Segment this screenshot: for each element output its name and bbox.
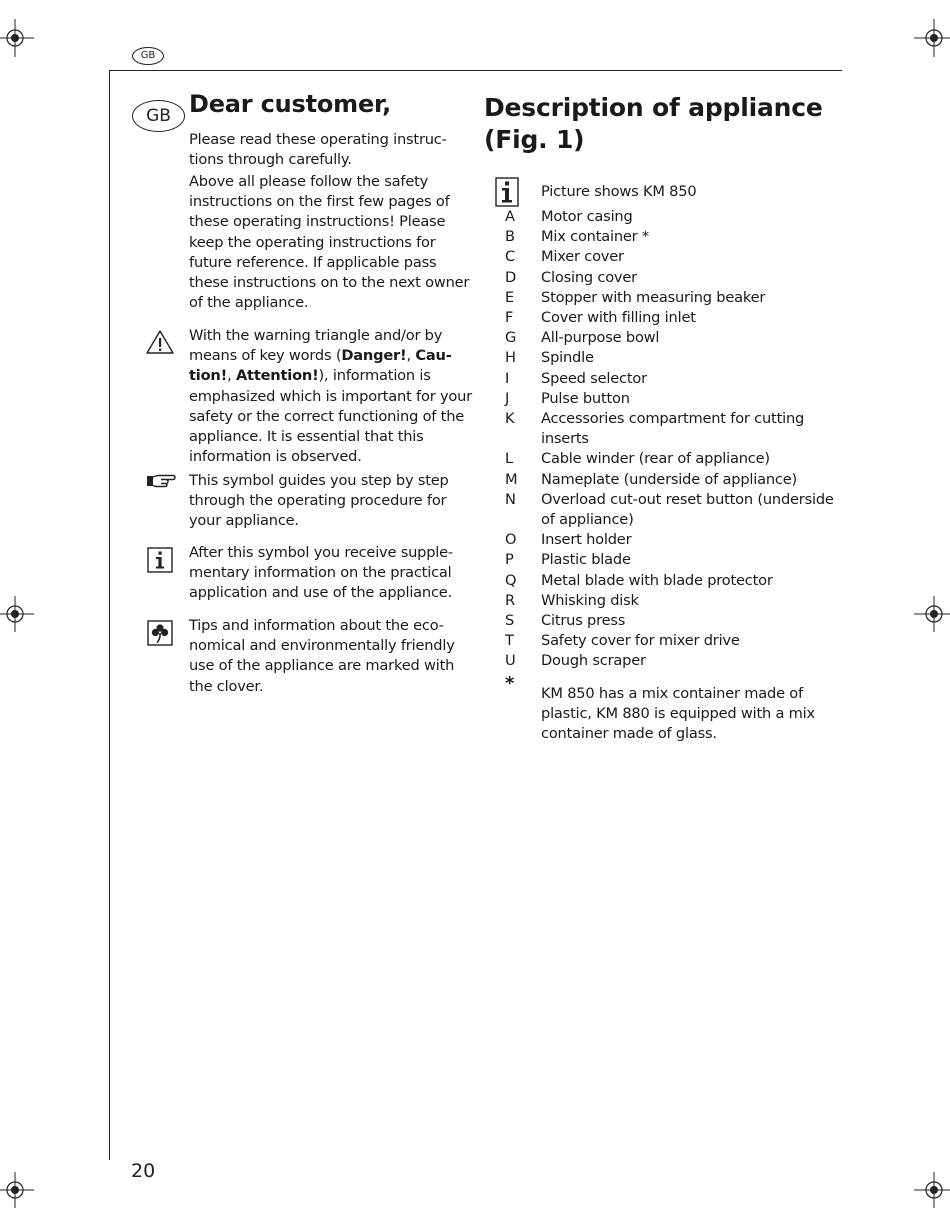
part-key: K <box>505 410 515 428</box>
part-key: L <box>505 450 513 468</box>
eco-paragraph: Tips and information about the eco-nomical and environmentally friendly use of the appliance are marked with the clover. <box>189 617 455 695</box>
part-key: J <box>505 389 510 407</box>
info-row <box>505 177 835 207</box>
part-label: Citrus press <box>541 612 626 630</box>
part-label: Motor casing <box>541 208 633 225</box>
list-item <box>505 631 835 651</box>
warning-triangle-icon <box>145 329 175 355</box>
parts-list <box>505 177 835 672</box>
list-item <box>505 288 835 308</box>
part-label: Whisking disk <box>541 591 639 609</box>
page-number: 20 <box>131 1160 156 1182</box>
part-key: D <box>505 268 517 286</box>
registration-mark-mid-right <box>914 596 950 632</box>
part-label: Stopper with measuring beaker <box>541 288 766 306</box>
list-item <box>505 308 835 328</box>
part-key: I <box>505 369 510 387</box>
part-label: Mix container * <box>541 228 650 246</box>
part-key: S <box>505 612 515 630</box>
list-item <box>505 409 835 449</box>
registration-mark-bottom-right <box>914 1172 950 1208</box>
info-row-text: Picture shows KM 850 <box>541 182 697 200</box>
step-paragraph: This symbol guides you step by step through the operating procedure for your appliance. <box>189 472 449 530</box>
part-label: Metal blade with blade protector <box>541 571 773 589</box>
part-label: Insert holder <box>541 531 632 549</box>
list-item <box>505 328 835 348</box>
part-label: Safety cover for mixer drive <box>541 632 740 650</box>
footnote <box>505 674 835 745</box>
keyword-caution: Cau-tion! <box>189 347 452 385</box>
list-item <box>505 651 835 671</box>
list-item <box>505 268 835 288</box>
part-label: Pulse button <box>541 389 630 407</box>
warning-text-start: With the warning triangle and/or by means of key words ( <box>189 327 443 365</box>
keyword-separator-1: , <box>406 347 416 365</box>
footnote-mark: * <box>505 673 515 694</box>
registration-mark-mid-left <box>0 596 34 632</box>
margin-rule <box>109 70 110 1160</box>
list-item <box>505 571 835 591</box>
part-key: R <box>505 591 515 609</box>
part-label: Speed selector <box>541 369 647 387</box>
part-label: Cable winder (rear of appliance) <box>541 450 770 468</box>
part-label: Cover with filling inlet <box>541 309 696 327</box>
keyword-danger: Danger! <box>341 347 407 365</box>
part-key: F <box>505 309 514 327</box>
list-item <box>505 389 835 409</box>
part-label: Closing cover <box>541 268 637 286</box>
language-badge: GB <box>132 100 185 132</box>
part-label: Mixer cover <box>541 248 624 266</box>
part-key: T <box>505 632 514 650</box>
registration-mark-top-left <box>0 19 34 57</box>
part-key: N <box>505 490 516 508</box>
part-label: Dough scraper <box>541 652 646 670</box>
intro-paragraph-1: Please read these operating instruc-tions through carefully. <box>189 131 447 169</box>
part-label: Nameplate (underside of appliance) <box>541 470 798 488</box>
info-icon <box>147 547 173 573</box>
keyword-separator-2: , <box>227 367 236 385</box>
info-icon <box>495 177 519 207</box>
part-key: E <box>505 288 515 306</box>
list-item <box>505 591 835 611</box>
part-key: U <box>505 652 516 670</box>
registration-mark-bottom-left <box>0 1172 34 1208</box>
info-paragraph: After this symbol you receive supple-mentary information on the practical application and use of the appliance. <box>189 544 453 602</box>
part-label: All-purpose bowl <box>541 329 660 347</box>
list-item <box>505 369 835 389</box>
info-row-icon-cell <box>505 177 541 207</box>
keyword-attention: Attention! <box>235 367 319 385</box>
list-item <box>505 550 835 570</box>
warning-text-end: ), information is emphasized which is important for your safety or the correct functioning of the appliance. It is essential that this information is observed. <box>189 367 472 466</box>
part-label: Overload cut-out reset button (underside of appliance) <box>541 490 834 529</box>
list-item <box>505 207 835 227</box>
warning-paragraph <box>189 326 474 467</box>
dear-customer-heading: Dear customer, <box>189 90 392 118</box>
part-key: Q <box>505 571 517 589</box>
part-key: G <box>505 329 517 347</box>
list-item <box>505 490 835 530</box>
header-rule <box>109 70 842 71</box>
list-item <box>505 449 835 469</box>
part-key: B <box>505 228 515 246</box>
part-key: A <box>505 208 515 225</box>
language-badge-header: GB <box>132 47 164 65</box>
pointing-hand-icon <box>146 473 176 489</box>
list-item <box>505 247 835 267</box>
list-item <box>505 348 835 368</box>
part-label: Spindle <box>541 349 594 367</box>
part-key: C <box>505 248 515 266</box>
description-heading: Description of appliance (Fig. 1) <box>484 93 823 154</box>
list-item <box>505 470 835 490</box>
part-key: M <box>505 470 518 488</box>
part-label: Accessories compartment for cutting inserts <box>541 410 805 448</box>
part-key: H <box>505 349 516 367</box>
intro-paragraph-2: Above all please follow the safety instructions on the first few pages of these operating instructions! Please keep the operating instructions for future reference. If applicable pass these instructions on to the next owner of the appliance. <box>189 173 470 312</box>
part-key: O <box>505 531 517 549</box>
list-item <box>505 530 835 550</box>
clover-icon <box>147 620 173 646</box>
footnote-text: KM 850 has a mix container made of plastic, KM 880 is equipped with a mix container made of glass. <box>541 685 815 743</box>
part-key: P <box>505 551 514 569</box>
registration-mark-top-right <box>914 19 950 57</box>
list-item <box>505 227 835 247</box>
part-label: Plastic blade <box>541 551 631 569</box>
list-item <box>505 611 835 631</box>
